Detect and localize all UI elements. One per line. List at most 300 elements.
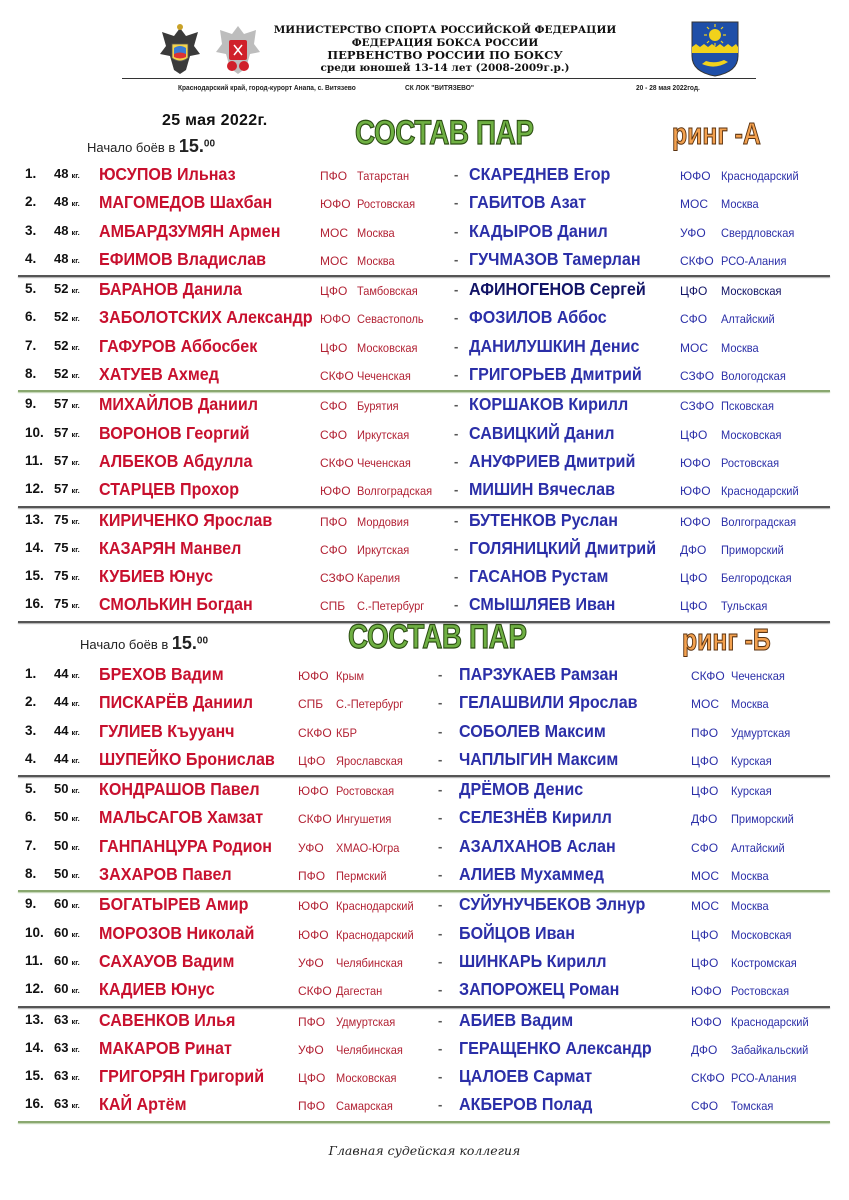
blue-corner-district: УФО bbox=[680, 225, 706, 240]
weight-value: 52 bbox=[54, 281, 69, 297]
versus-dash: - bbox=[454, 425, 459, 441]
red-corner-boxer: МАЛЬСАГОВ Хамзат bbox=[99, 807, 264, 828]
weight-value: 75 bbox=[54, 539, 69, 555]
red-corner-boxer: САХАУОВ Вадим bbox=[99, 950, 235, 971]
red-corner-district: ПФО bbox=[298, 1014, 326, 1029]
blue-corner-district: ЮФО bbox=[680, 455, 711, 470]
weight-unit: кг. bbox=[71, 755, 80, 765]
blue-corner-district: ЦФО bbox=[691, 784, 719, 799]
red-corner-region: Тамбовская bbox=[357, 284, 418, 299]
red-corner-district: СФО bbox=[320, 542, 348, 557]
blue-corner-boxer: ДРЁМОВ Денис bbox=[459, 779, 584, 800]
red-corner-region: Чеченская bbox=[357, 369, 411, 384]
weight-value: 48 bbox=[54, 166, 69, 181]
weight-value: 48 bbox=[54, 194, 69, 210]
red-corner-boxer: ГАНПАНЦУРА Родион bbox=[99, 835, 273, 856]
blue-corner-region: Курская bbox=[731, 753, 772, 768]
red-corner-district: ЮФО bbox=[298, 784, 329, 799]
weight-unit: кг. bbox=[71, 401, 80, 411]
blue-corner-district: ЦФО bbox=[680, 571, 708, 586]
red-corner-district: ПФО bbox=[320, 169, 348, 183]
weight-unit: кг. bbox=[71, 429, 80, 439]
blue-corner-boxer: СМЫШЛЯЕВ Иван bbox=[469, 594, 616, 615]
versus-dash: - bbox=[454, 223, 459, 239]
blue-corner-district: СФО bbox=[691, 840, 719, 855]
red-corner-region: ХМАО-Югра bbox=[336, 840, 400, 855]
blue-corner-boxer: КОРШАКОВ Кирилл bbox=[469, 394, 629, 415]
blue-corner-boxer: ГУЧМАЗОВ Тамерлан bbox=[469, 248, 641, 269]
bout-number: 4. bbox=[25, 250, 37, 266]
bout-row bbox=[18, 305, 830, 333]
red-corner-region: Севастополь bbox=[357, 312, 424, 327]
red-corner-region: Ярославская bbox=[336, 753, 403, 768]
weight-value: 44 bbox=[54, 722, 69, 738]
red-corner-boxer: СМОЛЬКИН Богдан bbox=[99, 594, 253, 615]
blue-corner-region: Забайкальский bbox=[731, 1042, 809, 1057]
versus-dash: - bbox=[438, 695, 443, 711]
versus-dash: - bbox=[438, 838, 443, 854]
versus-dash: - bbox=[438, 953, 443, 969]
red-corner-boxer: БРЕХОВ Вадим bbox=[99, 664, 224, 684]
blue-corner-district: СКФО bbox=[691, 1071, 725, 1086]
weight-class bbox=[54, 694, 80, 709]
start-label: Начало боёв в bbox=[87, 140, 176, 155]
blue-corner-region: Краснодарский bbox=[721, 169, 799, 183]
weight-value: 44 bbox=[54, 666, 69, 681]
blue-corner-region: Краснодарский bbox=[731, 1014, 809, 1029]
weight-value: 63 bbox=[54, 1096, 69, 1112]
red-corner-district: СКФО bbox=[298, 984, 332, 999]
weight-class bbox=[54, 453, 80, 468]
blue-corner-district: СКФО bbox=[691, 669, 725, 683]
ring-a-start-time bbox=[87, 136, 215, 157]
weight-group-divider bbox=[18, 1121, 830, 1123]
weight-unit: кг. bbox=[71, 342, 80, 352]
blue-corner-region: Москва bbox=[731, 697, 769, 712]
red-corner-district: СКФО bbox=[320, 369, 354, 384]
blue-corner-district: ПФО bbox=[691, 725, 719, 740]
weight-class bbox=[54, 1068, 80, 1083]
bout-row bbox=[18, 719, 830, 747]
blue-corner-district: МОС bbox=[680, 340, 708, 355]
red-corner-district: ПФО bbox=[298, 1099, 326, 1114]
red-corner-region: Волгоградская bbox=[357, 484, 433, 499]
blue-corner-boxer: ЦАЛОЕВ Сармат bbox=[459, 1066, 593, 1087]
versus-dash: - bbox=[454, 367, 459, 383]
weight-class bbox=[54, 666, 80, 681]
weight-unit: кг. bbox=[71, 871, 80, 881]
red-corner-boxer: КУБИЕВ Юнус bbox=[99, 566, 214, 587]
weight-class bbox=[54, 251, 80, 266]
bout-number: 11. bbox=[25, 952, 44, 968]
versus-dash: - bbox=[438, 810, 443, 826]
blue-corner-boxer: ШИНКАРЬ Кирилл bbox=[459, 950, 607, 971]
bout-number: 10. bbox=[25, 424, 44, 440]
weight-unit: кг. bbox=[71, 929, 80, 939]
red-corner-district: СКФО bbox=[320, 455, 354, 470]
blue-corner-region: Костромская bbox=[731, 955, 797, 970]
red-corner-region: Татарстан bbox=[357, 169, 410, 183]
weight-unit: кг. bbox=[71, 699, 80, 709]
red-corner-region: Ингушетия bbox=[336, 812, 392, 827]
weight-value: 57 bbox=[54, 481, 69, 497]
ring-b-title: СОСТАВ ПАР bbox=[348, 618, 527, 656]
red-corner-district: СФО bbox=[320, 399, 348, 414]
blue-corner-district: СЗФО bbox=[680, 399, 715, 414]
bout-number: 1. bbox=[25, 666, 37, 681]
weight-unit: кг. bbox=[71, 727, 80, 737]
blue-corner-district: ЮФО bbox=[680, 514, 711, 529]
weight-unit: кг. bbox=[71, 1101, 80, 1111]
bout-row bbox=[18, 392, 830, 420]
red-corner-district: УФО bbox=[298, 955, 324, 970]
red-corner-region: Мордовия bbox=[357, 514, 409, 529]
blue-corner-region: Курская bbox=[731, 784, 772, 799]
bout-number: 3. bbox=[25, 222, 37, 238]
weight-class bbox=[54, 396, 80, 411]
weight-value: 50 bbox=[54, 781, 69, 797]
weight-class bbox=[54, 540, 80, 555]
bout-row bbox=[18, 777, 830, 805]
weight-unit: кг. bbox=[71, 199, 80, 209]
red-corner-boxer: КАДИЕВ Юнус bbox=[99, 979, 215, 1000]
blue-corner-district: ЦФО bbox=[691, 927, 719, 942]
weight-unit: кг. bbox=[71, 544, 80, 554]
red-corner-boxer: МОРОЗОВ Николай bbox=[99, 922, 255, 943]
bout-row bbox=[18, 921, 830, 949]
blue-corner-boxer: СЕЛЕЗНЁВ Кирилл bbox=[459, 807, 612, 828]
weight-value: 60 bbox=[54, 952, 69, 968]
organizer-titles bbox=[270, 24, 620, 74]
bout-number: 3. bbox=[25, 722, 37, 738]
bout-row bbox=[18, 892, 830, 920]
blue-corner-district: ЮФО bbox=[691, 1014, 722, 1029]
bout-number: 14. bbox=[25, 539, 44, 555]
ring-b-label: ринг -Б bbox=[682, 622, 771, 657]
bout-row bbox=[18, 219, 830, 247]
versus-dash: - bbox=[454, 338, 459, 354]
weight-class bbox=[54, 781, 80, 796]
versus-dash: - bbox=[454, 397, 459, 413]
bout-row bbox=[18, 536, 830, 564]
red-corner-region: Москва bbox=[357, 225, 395, 240]
event-venue: СК ЛОК "ВИТЯЗЕВО" bbox=[405, 83, 474, 92]
red-corner-boxer: ГРИГОРЯН Григорий bbox=[99, 1066, 265, 1087]
versus-dash: - bbox=[454, 167, 459, 182]
event-location: Краснодарский край, город-курорт Анапа, с. Витязево bbox=[178, 83, 356, 92]
blue-corner-district: ЮФО bbox=[680, 169, 711, 183]
blue-corner-boxer: АНУФРИЕВ Дмитрий bbox=[469, 450, 636, 471]
red-corner-boxer: АМБАРДЗУМЯН Армен bbox=[99, 220, 281, 241]
blue-corner-region: Москва bbox=[731, 869, 769, 884]
red-corner-boxer: МАГОМЕДОВ Шахбан bbox=[99, 192, 273, 213]
versus-dash: - bbox=[438, 1069, 443, 1085]
bout-number: 5. bbox=[25, 281, 37, 297]
bout-number: 13. bbox=[25, 511, 44, 527]
versus-dash: - bbox=[454, 569, 459, 585]
blue-corner-region: Волгоградская bbox=[721, 514, 797, 529]
weight-class bbox=[54, 512, 80, 527]
red-corner-district: ЦФО bbox=[298, 1071, 326, 1086]
red-corner-region: Удмуртская bbox=[336, 1014, 396, 1029]
blue-corner-region: Москва bbox=[721, 340, 759, 355]
red-corner-region: Иркутская bbox=[357, 427, 410, 442]
blue-corner-district: ЮФО bbox=[680, 484, 711, 499]
blue-corner-region: Ростовская bbox=[731, 984, 790, 999]
bout-row bbox=[18, 1064, 830, 1092]
blue-corner-region: Свердловская bbox=[721, 225, 795, 240]
blue-corner-boxer: САВИЦКИЙ Данил bbox=[469, 422, 615, 443]
weight-unit: кг. bbox=[71, 171, 80, 180]
event-title: ПЕРВЕНСТВО РОССИИ ПО БОКСУ bbox=[327, 48, 563, 62]
red-corner-region: Крым bbox=[336, 669, 365, 683]
versus-dash: - bbox=[438, 782, 443, 798]
versus-dash: - bbox=[454, 512, 459, 528]
weight-class bbox=[54, 223, 80, 238]
bout-number: 4. bbox=[25, 750, 37, 766]
bout-number: 1. bbox=[25, 166, 37, 181]
red-corner-region: Иркутская bbox=[357, 542, 410, 557]
red-corner-boxer: МИХАЙЛОВ Даниил bbox=[99, 394, 259, 415]
blue-corner-region: Удмуртская bbox=[731, 725, 791, 740]
red-corner-district: ЦФО bbox=[320, 284, 348, 299]
blue-corner-district: СЗФО bbox=[680, 369, 715, 384]
weight-value: 48 bbox=[54, 250, 69, 266]
red-corner-boxer: ЗАХАРОВ Павел bbox=[99, 864, 232, 885]
bout-number: 7. bbox=[25, 837, 37, 853]
weight-value: 63 bbox=[54, 1039, 69, 1055]
weight-class bbox=[54, 953, 80, 968]
blue-corner-boxer: АБИЕВ Вадим bbox=[459, 1009, 574, 1030]
versus-dash: - bbox=[438, 897, 443, 913]
weight-value: 63 bbox=[54, 1011, 69, 1027]
versus-dash: - bbox=[438, 867, 443, 883]
blue-corner-boxer: ЧАПЛЫГИН Максим bbox=[459, 748, 619, 769]
versus-dash: - bbox=[438, 1012, 443, 1028]
bout-row bbox=[18, 1092, 830, 1120]
weight-unit: кг. bbox=[71, 901, 80, 911]
red-corner-region: Ростовская bbox=[336, 784, 395, 799]
bout-number: 9. bbox=[25, 396, 37, 412]
blue-corner-boxer: КАДЫРОВ Данил bbox=[469, 220, 608, 241]
start-minutes: 00 bbox=[196, 635, 209, 647]
red-corner-boxer: ПИСКАРЁВ Даниил bbox=[99, 692, 254, 713]
red-corner-region: КБР bbox=[336, 725, 358, 740]
blue-corner-region: Томская bbox=[731, 1099, 774, 1114]
versus-dash: - bbox=[454, 453, 459, 469]
versus-dash: - bbox=[438, 925, 443, 941]
bout-number: 8. bbox=[25, 366, 37, 382]
weight-unit: кг. bbox=[71, 957, 80, 967]
weight-value: 44 bbox=[54, 694, 69, 710]
blue-corner-district: МОС bbox=[680, 197, 708, 212]
weight-class bbox=[54, 1012, 80, 1027]
red-corner-region: Ростовская bbox=[357, 197, 416, 212]
blue-corner-boxer: МИШИН Вячеслав bbox=[469, 479, 615, 500]
red-corner-region: Московская bbox=[336, 1071, 397, 1086]
red-corner-boxer: КАЗАРЯН Манвел bbox=[99, 537, 242, 558]
bout-number: 6. bbox=[25, 309, 37, 325]
weight-class bbox=[54, 751, 80, 766]
chief-judges-signature: Главная судейская коллегия bbox=[328, 1143, 521, 1158]
red-corner-region: Дагестан bbox=[336, 984, 383, 999]
red-corner-boxer: ВОРОНОВ Георгий bbox=[99, 422, 250, 443]
start-label: Начало боёв в bbox=[80, 637, 169, 652]
blue-corner-region: Приморский bbox=[731, 812, 794, 827]
red-corner-district: УФО bbox=[298, 840, 324, 855]
red-corner-district: МОС bbox=[320, 225, 348, 240]
red-corner-region: Московская bbox=[357, 340, 418, 355]
red-corner-district: ЮФО bbox=[320, 197, 351, 212]
blue-corner-boxer: АЗАЛХАНОВ Аслан bbox=[459, 835, 616, 856]
blue-corner-district: ЦФО bbox=[691, 955, 719, 970]
weight-unit: кг. bbox=[71, 814, 80, 824]
weight-unit: кг. bbox=[71, 516, 80, 526]
red-corner-district: СПБ bbox=[320, 599, 346, 614]
weight-value: 60 bbox=[54, 896, 69, 912]
versus-dash: - bbox=[438, 667, 443, 682]
red-corner-district: ЦФО bbox=[298, 753, 326, 768]
ring-b-bouts-list bbox=[18, 662, 830, 1123]
weight-unit: кг. bbox=[71, 573, 80, 583]
blue-corner-region: Московская bbox=[721, 427, 782, 442]
red-corner-district: ЮФО bbox=[320, 312, 351, 327]
blue-corner-boxer: СОБОЛЕВ Максим bbox=[459, 720, 606, 741]
red-corner-boxer: БАРАНОВ Данила bbox=[99, 279, 243, 300]
red-corner-boxer: ЗАБОЛОТСКИХ Александр bbox=[99, 307, 313, 328]
start-hour: 15. bbox=[178, 136, 204, 156]
weight-value: 48 bbox=[54, 222, 69, 238]
red-corner-district: ЦФО bbox=[320, 340, 348, 355]
weight-class bbox=[54, 166, 80, 181]
red-corner-boxer: КОНДРАШОВ Павел bbox=[99, 779, 260, 800]
weight-class bbox=[54, 981, 80, 996]
blue-corner-region: Тульская bbox=[721, 599, 768, 614]
red-corner-region: С.-Петербург bbox=[357, 599, 425, 614]
versus-dash: - bbox=[454, 251, 459, 267]
blue-corner-district: ЦФО bbox=[680, 599, 708, 614]
blue-corner-district: МОС bbox=[691, 869, 719, 884]
bout-number: 8. bbox=[25, 866, 37, 882]
red-corner-boxer: АЛБЕКОВ Абдулла bbox=[99, 450, 253, 471]
versus-dash: - bbox=[454, 310, 459, 326]
ministry-of-sport-emblem-icon bbox=[156, 22, 204, 78]
versus-dash: - bbox=[438, 751, 443, 767]
bout-number: 9. bbox=[25, 896, 37, 912]
blue-corner-boxer: ГАБИТОВ Азат bbox=[469, 192, 587, 213]
blue-corner-boxer: ГРИГОРЬЕВ Дмитрий bbox=[469, 364, 642, 385]
weight-class bbox=[54, 866, 80, 881]
weight-value: 75 bbox=[54, 511, 69, 527]
weight-unit: кг. bbox=[71, 1073, 80, 1083]
bout-row bbox=[18, 1008, 830, 1036]
weight-class bbox=[54, 481, 80, 496]
bout-row bbox=[18, 421, 830, 449]
blue-corner-boxer: ДАНИЛУШКИН Денис bbox=[469, 335, 640, 356]
weight-value: 52 bbox=[54, 309, 69, 325]
weight-class bbox=[54, 596, 80, 611]
bout-number: 13. bbox=[25, 1011, 44, 1027]
red-corner-boxer: ЮСУПОВ Ильназ bbox=[99, 164, 236, 184]
weight-value: 50 bbox=[54, 837, 69, 853]
weight-class bbox=[54, 1096, 80, 1111]
red-corner-boxer: КИРИЧЕНКО Ярослав bbox=[99, 509, 273, 530]
red-corner-boxer: БОГАТЫРЕВ Амир bbox=[99, 894, 249, 915]
blue-corner-district: ДФО bbox=[680, 542, 707, 557]
bout-number: 15. bbox=[25, 1068, 44, 1084]
boxing-federation-emblem-icon bbox=[214, 22, 262, 78]
blue-corner-district: ЮФО bbox=[691, 984, 722, 999]
bout-row bbox=[18, 277, 830, 305]
red-corner-region: Челябинская bbox=[336, 955, 403, 970]
red-corner-district: ЮФО bbox=[320, 484, 351, 499]
blue-corner-boxer: ГАСАНОВ Рустам bbox=[469, 566, 609, 587]
blue-corner-region: Алтайский bbox=[721, 312, 775, 327]
bout-row bbox=[18, 834, 830, 862]
weight-class bbox=[54, 281, 80, 296]
red-corner-region: Самарская bbox=[336, 1099, 393, 1114]
bout-number: 12. bbox=[25, 481, 44, 497]
red-corner-district: МОС bbox=[320, 253, 348, 268]
ring-a-label: ринг -А bbox=[672, 116, 761, 151]
blue-corner-region: Московская bbox=[731, 927, 792, 942]
bout-number: 6. bbox=[25, 809, 37, 825]
weight-unit: кг. bbox=[71, 842, 80, 852]
blue-corner-region: Алтайский bbox=[731, 840, 785, 855]
weight-value: 60 bbox=[54, 924, 69, 940]
red-corner-district: ПФО bbox=[320, 514, 348, 529]
blue-corner-boxer: БОЙЦОВ Иван bbox=[459, 922, 575, 943]
org-line-ministry: МИНИСТЕРСТВО СПОРТА РОССИЙСКОЙ ФЕДЕРАЦИИ bbox=[273, 24, 617, 36]
versus-dash: - bbox=[438, 723, 443, 739]
weight-value: 52 bbox=[54, 337, 69, 353]
bout-row bbox=[18, 662, 830, 690]
red-corner-region: Бурятия bbox=[357, 399, 399, 414]
red-corner-region: Челябинская bbox=[336, 1042, 403, 1057]
bout-number: 5. bbox=[25, 781, 37, 797]
red-corner-district: СКФО bbox=[298, 725, 332, 740]
bout-row bbox=[18, 862, 830, 890]
blue-corner-district: ЦФО bbox=[691, 753, 719, 768]
weight-class bbox=[54, 309, 80, 324]
versus-dash: - bbox=[454, 482, 459, 498]
bout-row bbox=[18, 977, 830, 1005]
weight-unit: кг. bbox=[71, 486, 80, 496]
blue-corner-district: СКФО bbox=[680, 253, 714, 268]
ring-a-title: СОСТАВ ПАР bbox=[355, 114, 534, 152]
red-corner-boxer: КАЙ Артём bbox=[99, 1094, 187, 1115]
weight-class bbox=[54, 194, 80, 209]
red-corner-region: С.-Петербург bbox=[336, 697, 404, 712]
blue-corner-boxer: ПАРЗУКАЕВ Рамзан bbox=[459, 664, 619, 684]
blue-corner-district: МОС bbox=[691, 697, 719, 712]
red-corner-district: СПБ bbox=[298, 697, 324, 712]
weight-value: 57 bbox=[54, 424, 69, 440]
bout-number: 10. bbox=[25, 924, 44, 940]
blue-corner-region: Приморский bbox=[721, 542, 784, 557]
red-corner-boxer: ЕФИМОВ Владислав bbox=[99, 248, 267, 269]
weight-class bbox=[54, 723, 80, 738]
blue-corner-region: Московская bbox=[721, 284, 782, 299]
versus-dash: - bbox=[438, 1097, 443, 1113]
red-corner-region: Чеченская bbox=[357, 455, 411, 470]
red-corner-boxer: САВЕНКОВ Илья bbox=[99, 1009, 236, 1030]
blue-corner-region: Вологодская bbox=[721, 369, 786, 384]
bout-number: 7. bbox=[25, 337, 37, 353]
weight-class bbox=[54, 568, 80, 583]
red-corner-district: ЮФО bbox=[298, 927, 329, 942]
blue-corner-boxer: АКБЕРОВ Полад bbox=[459, 1094, 593, 1115]
